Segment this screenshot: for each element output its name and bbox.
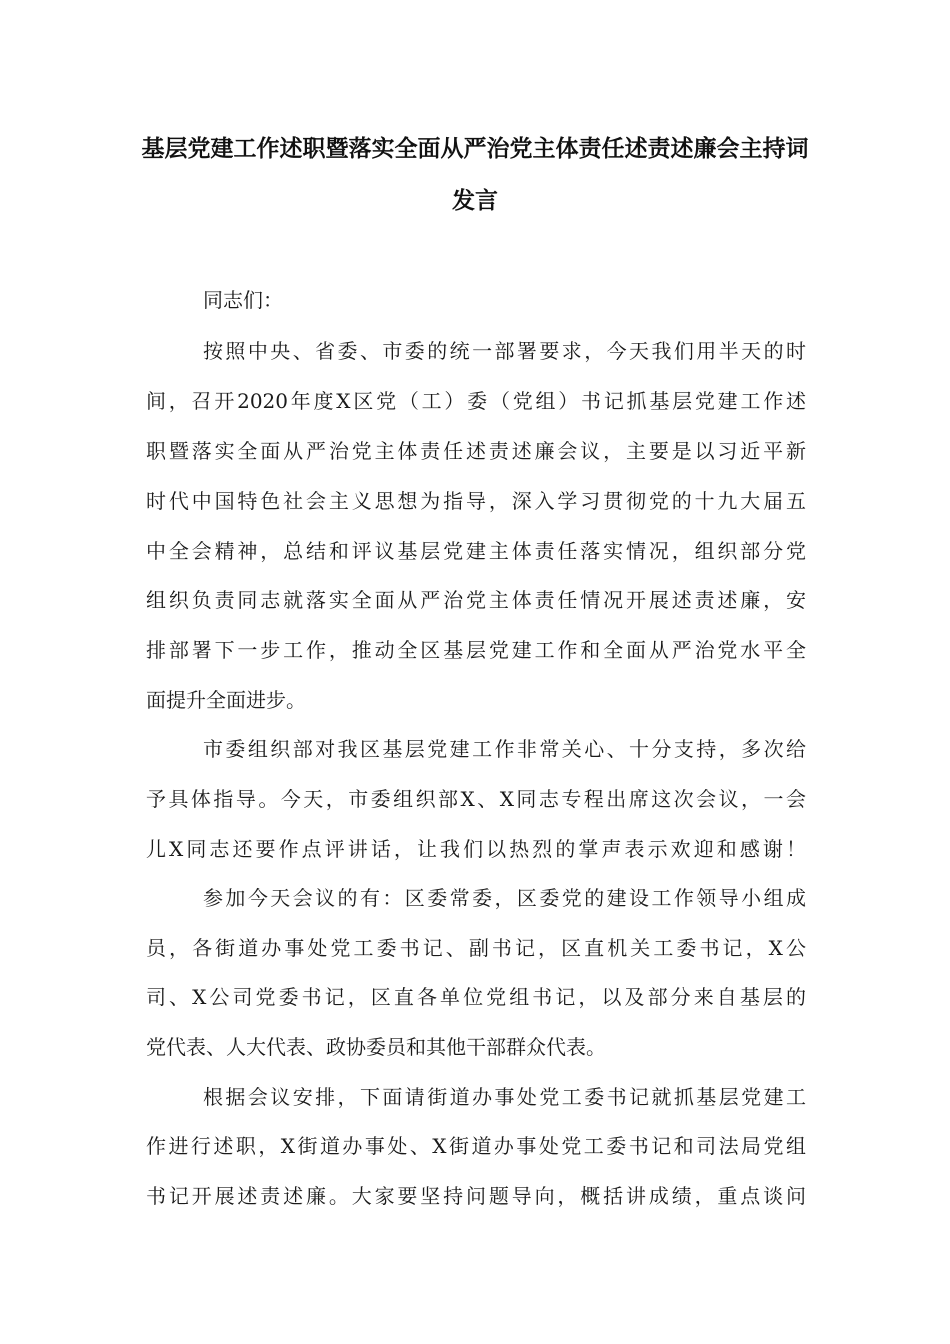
document-title-continued: 发言 [452,188,498,214]
paragraph-1-line: 间，召开2020年度X区党（工）委（党组）书记抓基层党建工作述 [146,389,806,413]
paragraph-2-line: 市委组织部对我区基层党建工作非常关心、十分支持，多次给 [203,737,806,761]
paragraph-2-line: 儿X同志还要作点评讲话，让我们以热烈的掌声表示欢迎和感谢！ [146,837,806,861]
paragraph-1-line: 组织负责同志就落实全面从严治党主体责任情况开展述责述廉，安 [146,588,806,612]
paragraph-3-line: 党代表、人大代表、政协委员和其他干部群众代表。 [146,1035,606,1059]
paragraph-1-line: 职暨落实全面从严治党主体责任述责述廉会议，主要是以习近平新 [146,439,806,463]
paragraph-3-line: 员，各街道办事处党工委书记、副书记，区直机关工委书记，X公 [146,936,806,960]
paragraph-3-line: 司、X公司党委书记，区直各单位党组书记，以及部分来自基层的 [146,985,806,1009]
paragraph-2-line: 予具体指导。今天，市委组织部X、X同志专程出席这次会议，一会 [146,787,806,811]
paragraph-1-line: 按照中央、省委、市委的统一部署要求，今天我们用半天的时 [203,339,806,363]
paragraph-1-line: 中全会精神，总结和评议基层党建主体责任落实情况，组织部分党 [146,539,806,563]
paragraph-1-line: 面提升全面进步。 [146,688,306,712]
paragraph-4-line: 作进行述职，X街道办事处、X街道办事处党工委书记和司法局党组 [146,1134,806,1158]
paragraph-1-line: 排部署下一步工作，推动全区基层党建工作和全面从严治党水平全 [146,638,806,662]
paragraph-4-line: 书记开展述责述廉。大家要坚持问题导向，概括讲成绩，重点谈问 [146,1184,806,1208]
paragraph-1-line: 时代中国特色社会主义思想为指导，深入学习贯彻党的十九大届五 [146,489,806,513]
document-title: 基层党建工作述职暨落实全面从严治党主体责任述责述廉会主持词 [141,136,809,162]
paragraph-3-line: 参加今天会议的有：区委常委，区委党的建设工作领导小组成 [203,886,806,910]
paragraph-4-line: 根据会议安排，下面请街道办事处党工委书记就抓基层党建工 [203,1085,806,1109]
salutation: 同志们： [203,288,283,312]
